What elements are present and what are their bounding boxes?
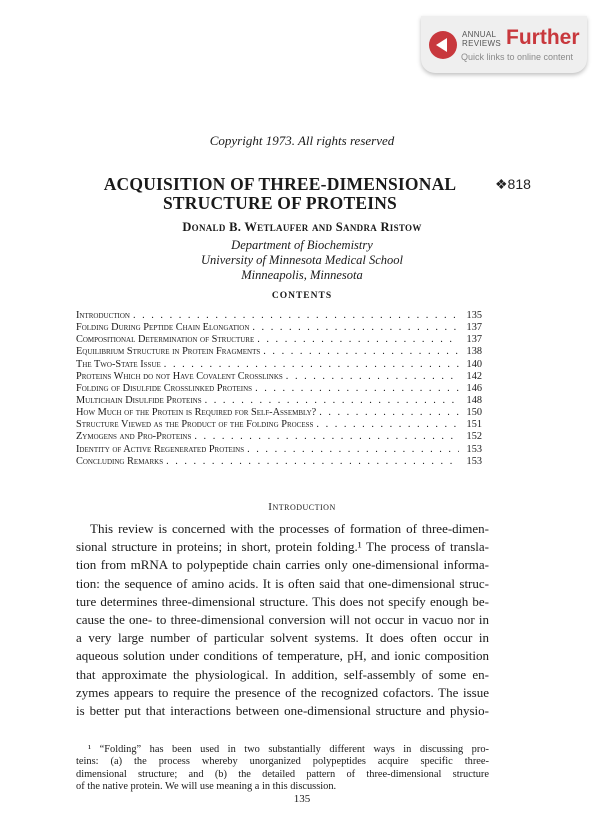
toc-entry (76, 334, 482, 346)
authors: Donald B. Wetlaufer and Sandra Ristow (182, 220, 422, 234)
article-marker: ❖818 (495, 176, 531, 192)
table-of-contents (76, 310, 482, 468)
page-number: 135 (293, 793, 311, 805)
toc-entry-title: Compositional Determination of Structure (76, 334, 255, 346)
toc-entry-title: Introduction (76, 310, 130, 321)
toc-entry-page: 153 (466, 443, 482, 455)
body-line: This review is concerned with the processes of formation of three-dimen- (90, 521, 489, 536)
toc-entry (76, 419, 482, 431)
toc-entry-page: 137 (466, 322, 482, 334)
footnote-line: dimensional structure; and (b) the detailed pattern of three-dimensional structure (76, 768, 489, 780)
body-line: tion: the sequence of amino acids. It is often said that one-dimensional struc- (76, 575, 489, 591)
footnote-line: teins: (a) the process whereby unorganized polypeptides acquire specific three- (76, 756, 489, 768)
annual-reviews-further-banner[interactable] (421, 16, 587, 73)
toc-leader-dots (263, 346, 459, 357)
affiliation-location: Minneapolis, Minnesota (241, 268, 363, 282)
body-text (76, 520, 489, 720)
toc-entry (76, 383, 482, 395)
toc-entry-page: 135 (466, 310, 482, 321)
toc-entry-title: Equilibrium Structure in Protein Fragments (76, 346, 261, 358)
footnote (76, 744, 489, 793)
toc-entry (76, 371, 482, 383)
banner-subtitle: Quick links to online content (461, 52, 574, 62)
brand-line-2: REVIEWS (462, 39, 501, 48)
toc-leader-dots (255, 383, 459, 394)
toc-entry-page: 138 (466, 346, 482, 358)
toc-leader-dots (286, 371, 459, 382)
toc-entry-page: 140 (466, 358, 482, 370)
affiliation-university: University of Minnesota Medical School (200, 253, 404, 267)
brand-line-1: ANNUAL (462, 30, 497, 39)
toc-entry-title: Identity of Active Regenerated Proteins (76, 443, 245, 455)
annual-reviews-logo (462, 30, 501, 48)
toc-leader-dots (319, 407, 459, 418)
play-back-icon (429, 31, 457, 59)
toc-entry-title: Folding During Peptide Chain Elongation (76, 322, 250, 334)
introduction-heading: Introduction (268, 501, 336, 513)
toc-entry-page: 152 (466, 431, 482, 443)
toc-leader-dots (247, 444, 459, 455)
toc-entry-title: Zymogens and Pro-Proteins (76, 431, 192, 443)
toc-entry-title: Multichain Disulfide Proteins (76, 394, 202, 406)
body-line: is better put that interactions between one-dimensional structure and physio- (76, 702, 489, 718)
toc-entry (76, 322, 482, 334)
toc-leader-dots (194, 431, 459, 442)
toc-entry-title: Proteins Which do not Have Covalent Crosslinks (76, 370, 283, 382)
contents-heading: CONTENTS (271, 291, 333, 301)
affiliation-department: Department of Biochemistry (231, 238, 373, 252)
body-line: sional structure in proteins; in short, protein folding.¹ The process of transla- (76, 539, 489, 555)
toc-leader-dots (133, 310, 459, 321)
body-line: aqueous solution under conditions of temperature, pH, and ionic composition (76, 648, 489, 664)
further-label: Further (506, 26, 580, 49)
toc-leader-dots (257, 334, 459, 345)
toc-entry (76, 359, 482, 371)
toc-leader-dots (166, 456, 459, 467)
body-line: ture determines three-dimensional structure. This does not specify enough be- (76, 593, 489, 609)
body-line: cause the one- to three-dimensional conversion will not occur in vacuo nor in (76, 611, 489, 627)
toc-leader-dots (252, 322, 459, 333)
body-line: zymes appears to require the presence of the recognized cofactors. The issue (76, 684, 489, 700)
toc-entry-page: 146 (466, 382, 482, 394)
title-line-1: ACQUISITION OF THREE-DIMENSIONAL (103, 174, 457, 194)
footnote-line: of the native protein. We will use meaning a in this discussion. (76, 780, 337, 792)
toc-entry-page: 150 (466, 407, 482, 419)
toc-entry-title: Concluding Remarks (76, 455, 164, 467)
body-line: tion from mRNA to polypeptide chain carries only one-dimensional informa- (76, 557, 489, 573)
toc-leader-dots (316, 419, 459, 430)
toc-entry (76, 346, 482, 358)
toc-entry-title: The Two-State Issue (76, 358, 161, 370)
toc-entry (76, 444, 482, 456)
toc-entry (76, 310, 482, 322)
toc-entry-page: 151 (466, 419, 482, 431)
toc-entry-page: 142 (466, 370, 482, 382)
toc-entry (76, 456, 482, 468)
article-title (60, 175, 500, 213)
toc-entry (76, 431, 482, 443)
toc-entry-page: 153 (466, 455, 482, 467)
toc-entry-title: How Much of the Protein is Required for Self-Assembly? (76, 407, 317, 419)
body-line: that approximate the physiological. In addition, self-assembly of some en- (76, 666, 489, 682)
toc-leader-dots (164, 359, 459, 370)
toc-entry-title: Folding of Disulfide Crosslinked Proteins (76, 382, 253, 394)
footnote-line: ¹ “Folding” has been used in two substantially different ways in discussing pro- (88, 744, 489, 755)
toc-entry-page: 148 (466, 394, 482, 406)
toc-entry-page: 137 (466, 334, 482, 346)
toc-leader-dots (205, 395, 459, 406)
toc-entry (76, 407, 482, 419)
title-line-2: STRUCTURE OF PROTEINS (162, 193, 397, 213)
body-line: a very large number of particular solvent systems. It does often occur in (76, 630, 489, 646)
toc-entry-title: Structure Viewed as the Product of the Folding Process (76, 419, 314, 431)
toc-entry (76, 395, 482, 407)
copyright-notice: Copyright 1973. All rights reserved (209, 133, 395, 148)
